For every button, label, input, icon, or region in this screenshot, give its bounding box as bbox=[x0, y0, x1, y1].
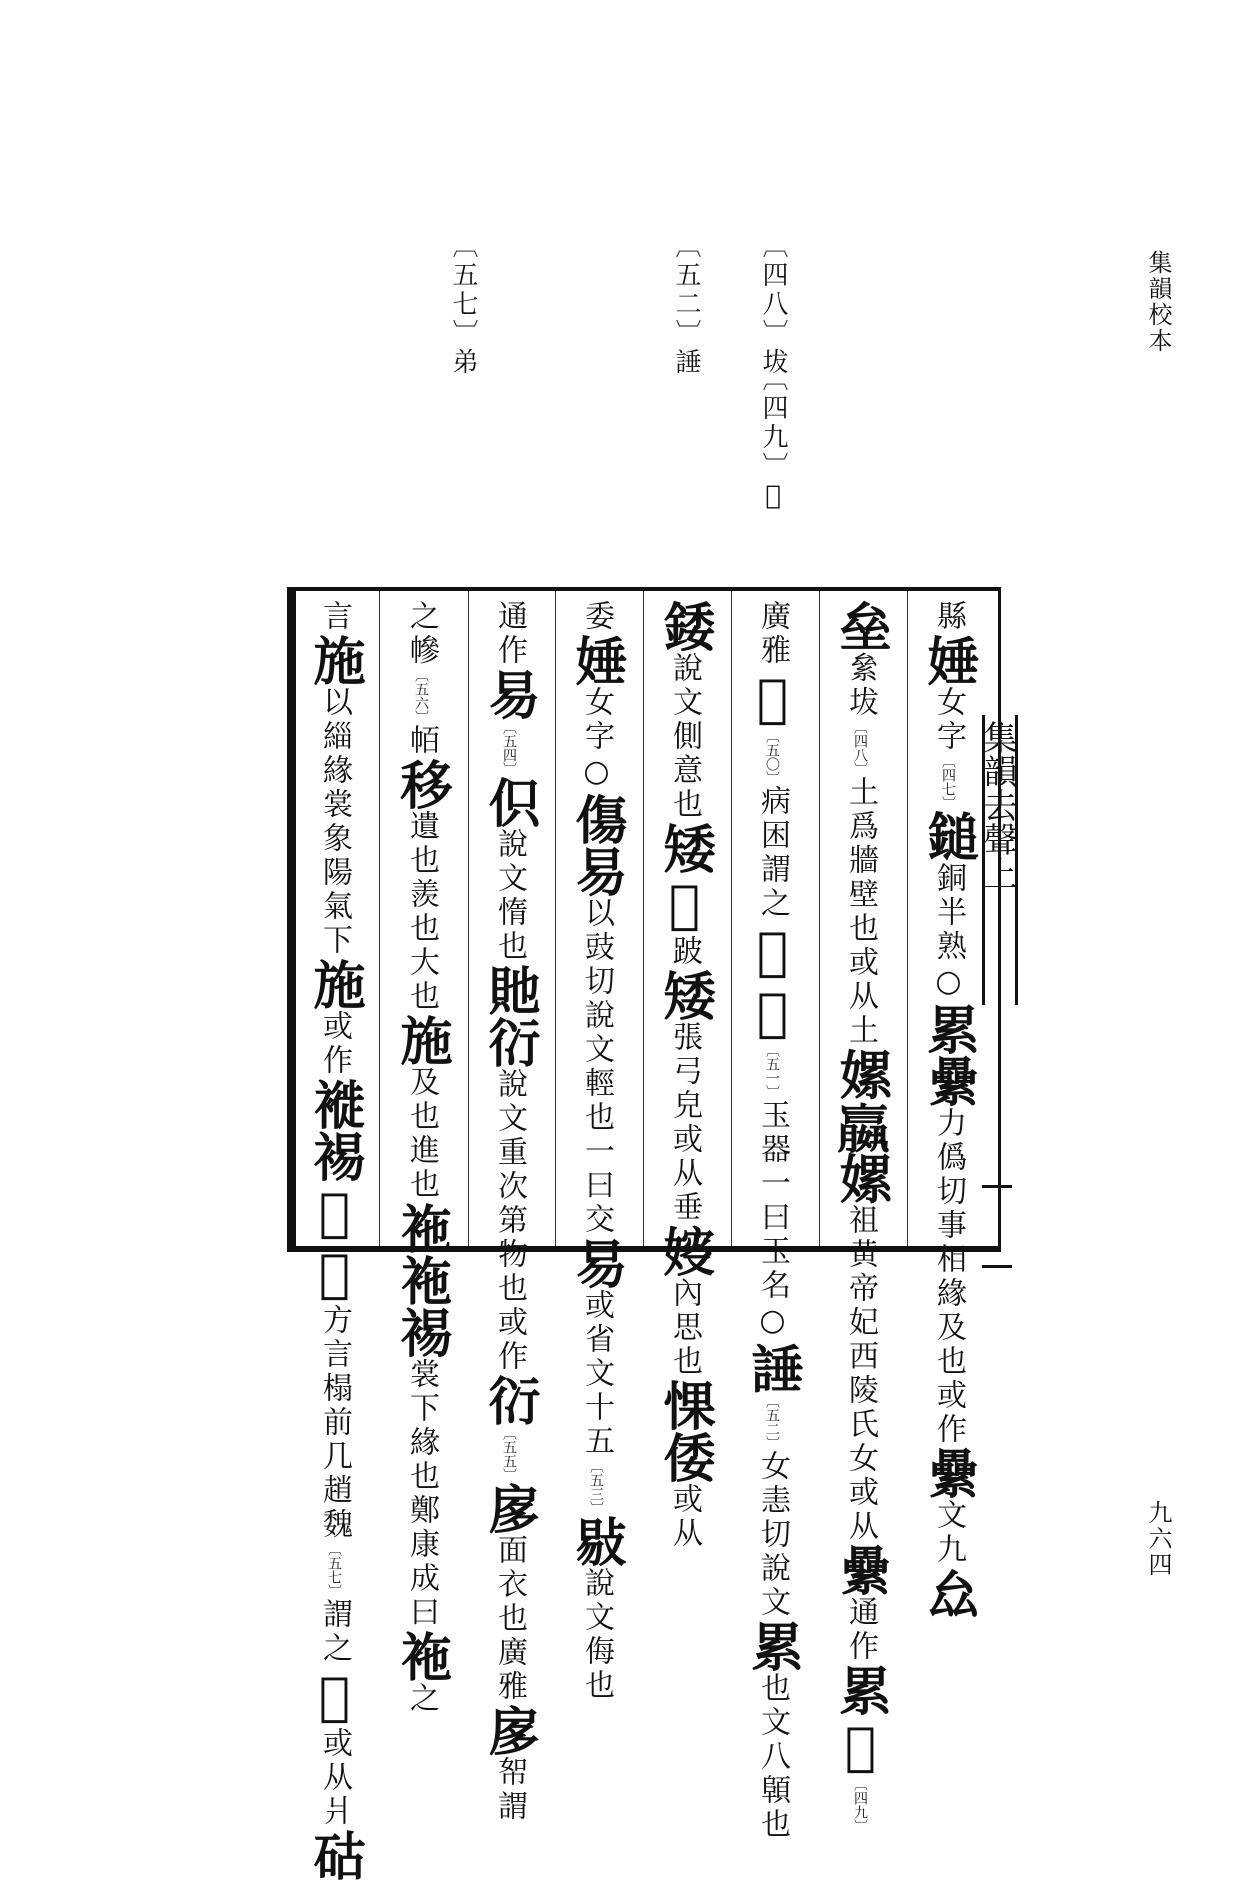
glyph: 帤 bbox=[492, 1756, 527, 1790]
glyph: 裼 bbox=[391, 1306, 452, 1358]
glyph: 說 bbox=[579, 1567, 614, 1601]
collation-note: 〔五二〕諈 bbox=[671, 232, 701, 377]
column-rule bbox=[643, 591, 644, 1246]
glyph: 八 bbox=[755, 1740, 790, 1774]
collation-note: 〔五七〕弟 bbox=[448, 232, 478, 377]
glyph: 易 bbox=[479, 668, 540, 720]
glyph: 娷 bbox=[566, 634, 627, 686]
glyph: 𧗠 bbox=[479, 1374, 540, 1426]
glyph: 遺 bbox=[404, 810, 439, 844]
glyph: 面 bbox=[492, 1534, 527, 1568]
glyph: 也 bbox=[404, 1460, 439, 1494]
glyph: 緣 bbox=[404, 1426, 439, 1460]
gutter-tick bbox=[982, 1265, 1012, 1268]
glyph: 也 bbox=[492, 1602, 527, 1636]
glyph: 爿 bbox=[317, 1795, 352, 1829]
glyph: 字 bbox=[579, 720, 614, 754]
glyph: 鄭 bbox=[404, 1494, 439, 1528]
glyph: 𡍿 bbox=[654, 874, 715, 935]
glyph: 也 bbox=[404, 844, 439, 878]
glyph: 玉 bbox=[755, 1099, 790, 1133]
glyph: 意 bbox=[667, 754, 702, 788]
text-column-1 bbox=[918, 600, 979, 1619]
glyph: 進 bbox=[404, 1134, 439, 1168]
glyph: 文 bbox=[579, 1357, 614, 1391]
glyph: 康 bbox=[404, 1528, 439, 1562]
glyph: 陽 bbox=[317, 856, 352, 890]
glyph: 緇 bbox=[317, 720, 352, 754]
glyph: 五 bbox=[579, 1425, 614, 1459]
glyph: 文 bbox=[579, 1033, 614, 1067]
glyph: 通 bbox=[492, 600, 527, 634]
glyph: 也 bbox=[755, 1672, 790, 1706]
glyph: 事 bbox=[931, 1209, 966, 1243]
glyph: 𠐩 bbox=[742, 668, 803, 729]
glyph: 𧗠 bbox=[479, 1016, 540, 1068]
glyph: 下 bbox=[404, 1392, 439, 1426]
text-column-4 bbox=[654, 600, 715, 1551]
note-marker: 〔五五〕 bbox=[501, 1426, 517, 1482]
glyph: 廣 bbox=[492, 1636, 527, 1670]
glyph: 僞 bbox=[931, 1141, 966, 1175]
glyph: 矮 bbox=[654, 822, 715, 874]
note-marker: 〔五〇〕 bbox=[764, 729, 780, 785]
glyph: 絫 bbox=[843, 652, 878, 686]
glyph: 累 bbox=[830, 1664, 891, 1716]
column-rule bbox=[379, 591, 380, 1246]
glyph: 縣 bbox=[931, 600, 966, 634]
glyph: 切 bbox=[579, 965, 614, 999]
glyph: 曰 bbox=[579, 1169, 614, 1203]
glyph: 榻 bbox=[317, 1372, 352, 1406]
glyph: 纍 bbox=[830, 1544, 891, 1596]
glyph: 累 bbox=[918, 1003, 979, 1055]
glyph: 趙 bbox=[317, 1474, 352, 1508]
glyph: 土 bbox=[843, 776, 878, 810]
collation-note: 〔四八〕坺 bbox=[758, 232, 788, 377]
glyph: 弓 bbox=[667, 1055, 702, 1089]
glyph: 思 bbox=[667, 1311, 702, 1345]
glyph: 說 bbox=[667, 652, 702, 686]
glyph: 作 bbox=[492, 1340, 527, 1374]
glyph: 下 bbox=[317, 924, 352, 958]
glyph: ○ bbox=[931, 964, 966, 1003]
glyph: 易 bbox=[566, 1237, 627, 1289]
text-column-2 bbox=[830, 600, 891, 1833]
glyph: 說 bbox=[492, 828, 527, 862]
glyph: 張 bbox=[667, 1021, 702, 1055]
glyph: 謂 bbox=[317, 1598, 352, 1632]
glyph: 或 bbox=[667, 1483, 702, 1517]
glyph: 也 bbox=[843, 912, 878, 946]
glyph: 扅 bbox=[479, 1704, 540, 1756]
glyph: 物 bbox=[492, 1238, 527, 1272]
glyph: 說 bbox=[755, 1552, 790, 1586]
glyph: 困 bbox=[755, 819, 790, 853]
glyph: 委 bbox=[579, 600, 614, 634]
glyph: 內 bbox=[667, 1277, 702, 1311]
column-rule bbox=[555, 591, 556, 1246]
glyph: 熟 bbox=[931, 930, 966, 964]
glyph: 切 bbox=[755, 1518, 790, 1552]
glyph: 方 bbox=[317, 1304, 352, 1338]
glyph: 半 bbox=[931, 896, 966, 930]
glyph: 也 bbox=[667, 788, 702, 822]
glyph: 或 bbox=[843, 1476, 878, 1510]
glyph: 倭 bbox=[654, 1431, 715, 1483]
glyph: 羨 bbox=[404, 878, 439, 912]
glyph: ○ bbox=[755, 1303, 790, 1342]
glyph: 言 bbox=[317, 1338, 352, 1372]
glyph: 謂 bbox=[755, 853, 790, 887]
glyph: 或 bbox=[492, 1306, 527, 1340]
glyph: 易 bbox=[566, 845, 627, 897]
glyph: 垂 bbox=[667, 1191, 702, 1225]
glyph: 衣 bbox=[492, 1568, 527, 1602]
collation-note: 〔四九〕𩔬 bbox=[758, 365, 788, 514]
glyph: 或 bbox=[317, 1010, 352, 1044]
glyph: 𡣍 bbox=[830, 1100, 891, 1152]
glyph: 袘 bbox=[391, 1630, 452, 1682]
text-column-6 bbox=[479, 600, 540, 1824]
glyph: 切 bbox=[931, 1175, 966, 1209]
glyph: 𩔬 bbox=[830, 1716, 891, 1777]
glyph: 敡 bbox=[566, 1515, 627, 1567]
glyph: 力 bbox=[931, 1107, 966, 1141]
glyph: 跛 bbox=[667, 935, 702, 969]
glyph: 幓 bbox=[404, 634, 439, 668]
glyph: 作 bbox=[931, 1413, 966, 1447]
glyph: 娷 bbox=[918, 634, 979, 686]
note-marker: 〔五三〕 bbox=[588, 1459, 604, 1515]
glyph: 文 bbox=[667, 686, 702, 720]
glyph: 象 bbox=[317, 822, 352, 856]
gutter-tick bbox=[982, 1185, 1012, 1188]
running-title: 集韻校本 bbox=[1144, 250, 1172, 354]
glyph: 袘 bbox=[391, 1254, 452, 1306]
note-marker: 〔五四〕 bbox=[501, 720, 517, 776]
glyph: 厽 bbox=[918, 1567, 979, 1619]
glyph: 言 bbox=[317, 600, 352, 634]
glyph: 垒 bbox=[830, 600, 891, 652]
glyph: 也 bbox=[667, 1345, 702, 1379]
column-rule bbox=[731, 591, 732, 1246]
glyph: 病 bbox=[755, 785, 790, 819]
glyph: 緣 bbox=[317, 754, 352, 788]
note-marker: 〔五二〕 bbox=[764, 1394, 780, 1450]
glyph: 器 bbox=[755, 1133, 790, 1167]
column-rule bbox=[468, 591, 469, 1246]
glyph: 貤 bbox=[479, 964, 540, 1016]
glyph: 袘 bbox=[391, 1202, 452, 1254]
glyph: 累 bbox=[742, 1620, 803, 1672]
glyph: 文 bbox=[755, 1706, 790, 1740]
glyph: 交 bbox=[579, 1203, 614, 1237]
glyph: 褷 bbox=[304, 1078, 365, 1130]
glyph: 也 bbox=[404, 912, 439, 946]
text-column-5 bbox=[566, 600, 627, 1703]
glyph: 扅 bbox=[479, 1482, 540, 1534]
glyph: 女 bbox=[843, 1442, 878, 1476]
glyph: 及 bbox=[931, 1311, 966, 1345]
glyph: 豉 bbox=[579, 931, 614, 965]
glyph: 說 bbox=[492, 1068, 527, 1102]
glyph: 或 bbox=[579, 1289, 614, 1323]
glyph: 之 bbox=[404, 1682, 439, 1716]
column-rule bbox=[819, 591, 820, 1246]
glyph: 几 bbox=[317, 1440, 352, 1474]
glyph: 西 bbox=[843, 1340, 878, 1374]
glyph: 文 bbox=[492, 862, 527, 896]
glyph: 氏 bbox=[843, 1408, 878, 1442]
glyph: 从 bbox=[317, 1761, 352, 1795]
glyph: 十 bbox=[579, 1391, 614, 1425]
glyph: 恚 bbox=[755, 1484, 790, 1518]
glyph: 也 bbox=[404, 980, 439, 1014]
glyph: 坺 bbox=[843, 686, 878, 720]
glyph: 伿 bbox=[479, 776, 540, 828]
glyph: 省 bbox=[579, 1323, 614, 1357]
glyph: 輕 bbox=[579, 1067, 614, 1101]
note-marker: 〔四七〕 bbox=[940, 754, 956, 810]
glyph: 曰 bbox=[755, 1201, 790, 1235]
note-marker: 〔五七〕 bbox=[326, 1542, 342, 1598]
glyph: 祖 bbox=[843, 1204, 878, 1238]
glyph: 玉 bbox=[755, 1235, 790, 1269]
glyph: 之 bbox=[317, 1632, 352, 1666]
glyph: 廣 bbox=[755, 600, 790, 634]
glyph: 以 bbox=[317, 686, 352, 720]
glyph: 矮 bbox=[654, 969, 715, 1021]
glyph: 或 bbox=[317, 1727, 352, 1761]
glyph: 雅 bbox=[492, 1670, 527, 1704]
glyph: 纍 bbox=[918, 1447, 979, 1499]
glyph: 顊 bbox=[755, 1774, 790, 1808]
note-marker: 〔四九〕 bbox=[852, 1777, 868, 1833]
glyph: 皃 bbox=[667, 1089, 702, 1123]
glyph: 女 bbox=[579, 686, 614, 720]
glyph: 作 bbox=[843, 1630, 878, 1664]
glyph: 謂 bbox=[492, 1790, 527, 1824]
glyph: 从 bbox=[667, 1517, 702, 1551]
glyph: 㛮 bbox=[654, 1225, 715, 1277]
glyph: 黄 bbox=[843, 1238, 878, 1272]
glyph: 諈 bbox=[742, 1342, 803, 1394]
glyph: 惰 bbox=[492, 896, 527, 930]
glyph: 重 bbox=[492, 1136, 527, 1170]
glyph: 曰 bbox=[404, 1596, 439, 1630]
glyph: 之 bbox=[755, 887, 790, 921]
glyph: 𢼫 bbox=[304, 1182, 365, 1243]
page-number: 九六四 bbox=[1144, 1500, 1172, 1578]
glyph: 也 bbox=[579, 1669, 614, 1703]
glyph: 銅 bbox=[931, 862, 966, 896]
glyph: 裳 bbox=[404, 1358, 439, 1392]
glyph: 緣 bbox=[931, 1277, 966, 1311]
note-marker: 〔五一〕 bbox=[764, 1043, 780, 1099]
glyph: 一 bbox=[579, 1135, 614, 1169]
glyph: 帝 bbox=[843, 1272, 878, 1306]
glyph: 也 bbox=[404, 1168, 439, 1202]
glyph: 从 bbox=[843, 980, 878, 1014]
column-rule bbox=[907, 591, 908, 1246]
glyph: 瓃 bbox=[742, 982, 803, 1043]
glyph: 前 bbox=[317, 1406, 352, 1440]
glyph: 施 bbox=[391, 1014, 452, 1066]
glyph: 从 bbox=[843, 1510, 878, 1544]
gutter-label: 集韻去聲上 bbox=[977, 720, 1017, 890]
note-marker: 〔五六〕 bbox=[413, 668, 429, 724]
glyph: 及 bbox=[404, 1066, 439, 1100]
glyph: 𥑮 bbox=[304, 1829, 365, 1881]
glyph: 施 bbox=[304, 958, 365, 1010]
glyph: 以 bbox=[579, 897, 614, 931]
glyph: 裼 bbox=[304, 1130, 365, 1182]
glyph: 鎚 bbox=[918, 810, 979, 862]
glyph: 一 bbox=[755, 1167, 790, 1201]
glyph: 名 bbox=[755, 1269, 790, 1303]
glyph: 嫘 bbox=[830, 1152, 891, 1204]
glyph: 𠐩 bbox=[742, 921, 803, 982]
glyph: ○ bbox=[579, 754, 614, 793]
glyph: 次 bbox=[492, 1170, 527, 1204]
glyph: 女 bbox=[755, 1450, 790, 1484]
glyph: 通 bbox=[843, 1596, 878, 1630]
note-marker: 〔四八〕 bbox=[852, 720, 868, 776]
glyph: 文 bbox=[579, 1601, 614, 1635]
glyph: 也 bbox=[931, 1345, 966, 1379]
glyph: 文 bbox=[931, 1499, 966, 1533]
glyph: 惈 bbox=[654, 1379, 715, 1431]
glyph: 之 bbox=[404, 600, 439, 634]
glyph: 九 bbox=[931, 1533, 966, 1567]
glyph: 說 bbox=[579, 999, 614, 1033]
glyph: 侮 bbox=[579, 1635, 614, 1669]
glyph: 土 bbox=[843, 1014, 878, 1048]
glyph: 也 bbox=[404, 1100, 439, 1134]
glyph: 相 bbox=[931, 1243, 966, 1277]
glyph: 裳 bbox=[317, 788, 352, 822]
glyph: 𢼫 bbox=[304, 1243, 365, 1304]
glyph: 壁 bbox=[843, 878, 878, 912]
glyph: 也 bbox=[755, 1808, 790, 1842]
glyph: 作 bbox=[317, 1044, 352, 1078]
glyph: 雅 bbox=[755, 634, 790, 668]
glyph: 妃 bbox=[843, 1306, 878, 1340]
glyph: 也 bbox=[492, 1272, 527, 1306]
glyph: 或 bbox=[667, 1123, 702, 1157]
glyph: 纍 bbox=[918, 1055, 979, 1107]
text-column-8 bbox=[304, 600, 365, 1881]
glyph: 或 bbox=[843, 946, 878, 980]
glyph: 第 bbox=[492, 1204, 527, 1238]
glyph: 文 bbox=[492, 1102, 527, 1136]
glyph: 字 bbox=[931, 720, 966, 754]
glyph: 陵 bbox=[843, 1374, 878, 1408]
glyph: 或 bbox=[931, 1379, 966, 1413]
glyph: 成 bbox=[404, 1562, 439, 1596]
text-column-7 bbox=[391, 600, 452, 1716]
glyph: 大 bbox=[404, 946, 439, 980]
glyph: 移 bbox=[391, 758, 452, 810]
glyph: 施 bbox=[304, 634, 365, 686]
text-column-3 bbox=[742, 600, 803, 1842]
glyph: 錗 bbox=[654, 600, 715, 652]
glyph: 嫘 bbox=[830, 1048, 891, 1100]
glyph: 文 bbox=[755, 1586, 790, 1620]
glyph: 爲 bbox=[843, 810, 878, 844]
glyph: 側 bbox=[667, 720, 702, 754]
glyph: 帞 bbox=[404, 724, 439, 758]
glyph: 也 bbox=[579, 1101, 614, 1135]
glyph: 从 bbox=[667, 1157, 702, 1191]
glyph: 女 bbox=[931, 686, 966, 720]
glyph: 氣 bbox=[317, 890, 352, 924]
glyph: 也 bbox=[492, 930, 527, 964]
glyph: 傷 bbox=[566, 793, 627, 845]
glyph: 𢼫 bbox=[304, 1666, 365, 1727]
glyph: 牆 bbox=[843, 844, 878, 878]
glyph: 魏 bbox=[317, 1508, 352, 1542]
glyph: 作 bbox=[492, 634, 527, 668]
